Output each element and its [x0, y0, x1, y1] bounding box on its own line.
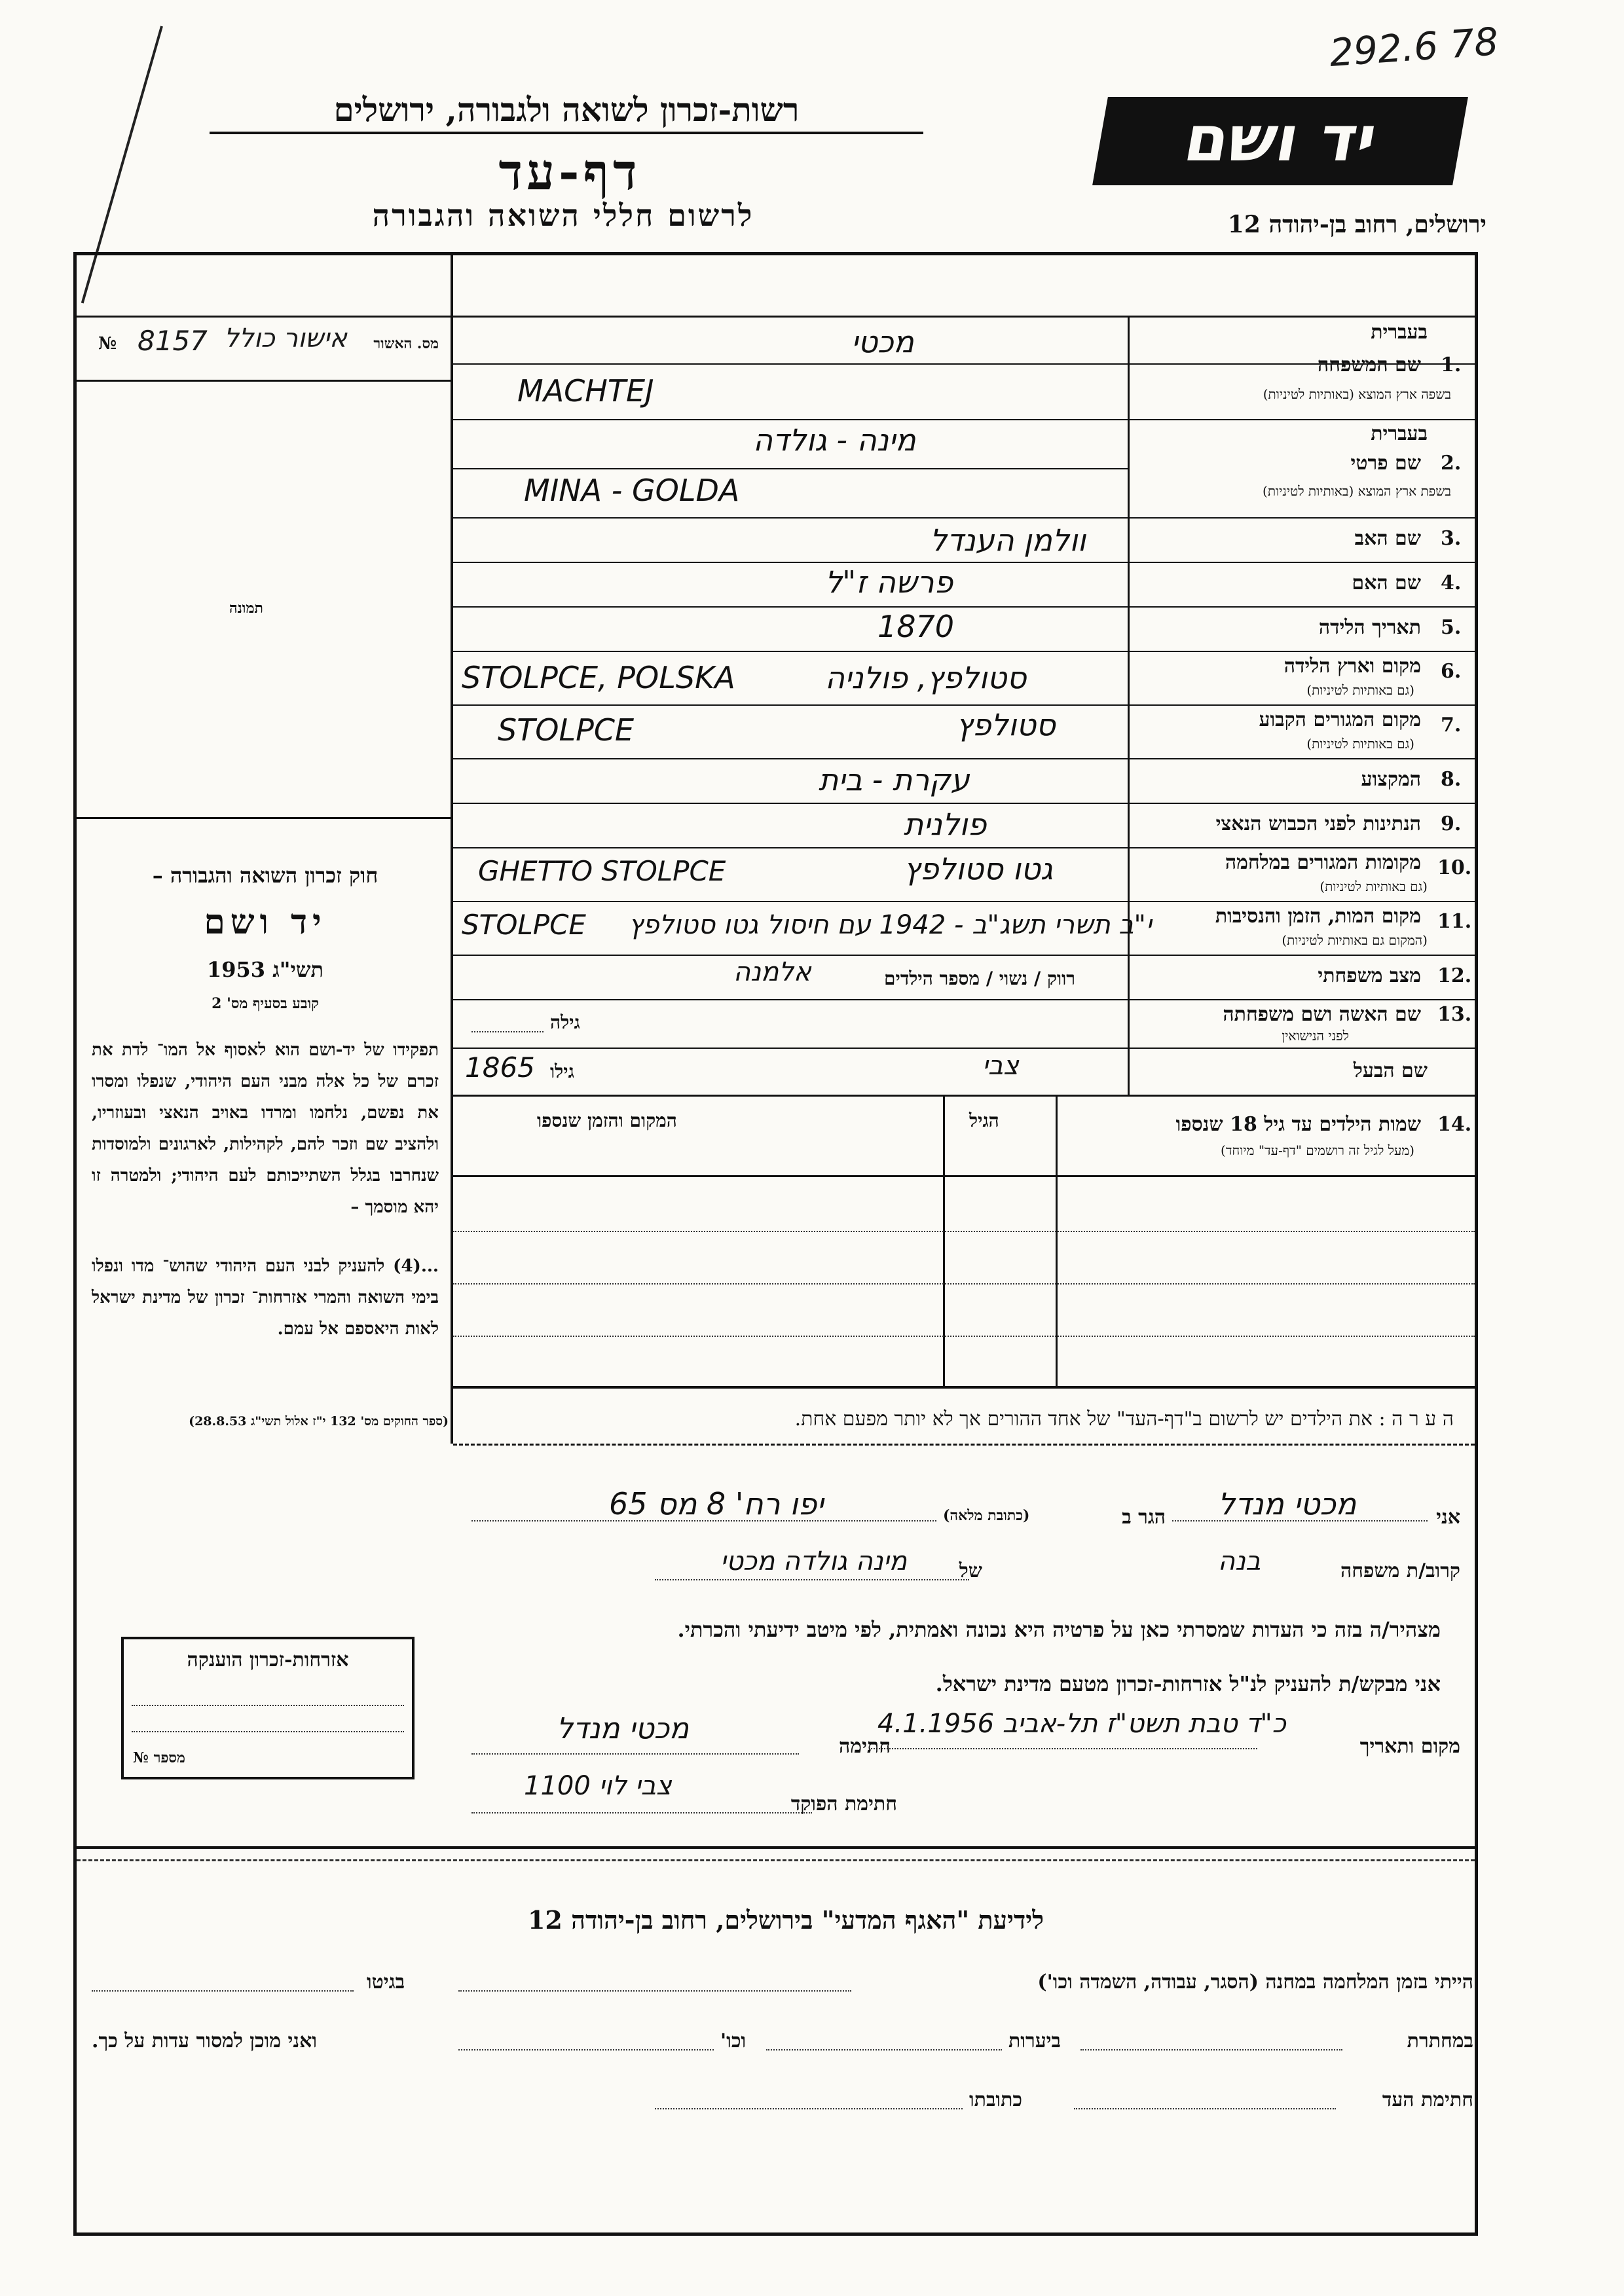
- decl-signature-value: מכטי מנדל: [557, 1712, 690, 1745]
- children-header-sep: [453, 1175, 1475, 1177]
- field6-value: סטולפץ, פולניה: [825, 660, 1027, 695]
- row-sep: [453, 955, 1475, 956]
- header-address: ירושלים, רחוב בן-יהודה 12: [1227, 211, 1486, 238]
- footer-line2-woods: ביערות: [1008, 2030, 1061, 2052]
- wife-age-label: גילה: [550, 1011, 580, 1033]
- children-row-3: [453, 1336, 1475, 1337]
- field11-value: י"ב תשרי תשג"ב - 1942 עם חיסול גטו סטולפץ: [629, 910, 1152, 940]
- field12-label: מצב משפחתי: [1318, 964, 1421, 987]
- row-sep: [453, 704, 1475, 706]
- note: ה ע ר ה : את הילדים יש לרשום ב"דף-העד" של אחד ההורים אך לא יותר מפעם אחת.: [794, 1408, 1454, 1430]
- declaration-bottom: [77, 1846, 1475, 1849]
- row-sep: [453, 803, 1475, 804]
- row-sep: [453, 468, 1128, 469]
- decl-of-line: [655, 1579, 969, 1580]
- decl-relation-value: בנה: [1218, 1546, 1261, 1576]
- photo-label: תמונה: [229, 600, 263, 617]
- field6-label: מקום וארץ הלידה: [1283, 655, 1421, 678]
- row-sep: [453, 419, 1475, 420]
- row-sep: [453, 999, 1475, 1000]
- field10-sub: (גם באותיות לטיניות): [1320, 879, 1428, 894]
- approval-divider: [77, 380, 451, 382]
- footer-sep: [77, 1859, 1475, 1861]
- photo-divider: [77, 817, 451, 819]
- children-age-col-left: [943, 1095, 945, 1386]
- decl-addr-value: יפו רח' 8 מס 65: [609, 1486, 824, 1522]
- field2-label: שם פרטי: [1350, 452, 1421, 475]
- field11-latin-value: STOLPCE: [462, 909, 586, 941]
- field4-num: 4.: [1441, 572, 1462, 594]
- field12-printed: רווק / נשוי / מספר הילדים: [884, 968, 1076, 989]
- row-sep: [453, 562, 1475, 563]
- decl-official-line: [471, 1812, 812, 1813]
- logo-text: יד ושם: [1179, 102, 1382, 175]
- law-year: תשי"ג 1953: [207, 957, 323, 982]
- field7-sub: (גם באותיות לטיניות): [1306, 736, 1414, 752]
- approval-number: 8157: [138, 325, 208, 357]
- decl-place-line: [871, 1748, 1257, 1749]
- husband-label: שם הבעל: [1353, 1059, 1428, 1082]
- field12-num: 12.: [1437, 964, 1472, 987]
- decl-place-date-label: מקום ותאריך: [1359, 1735, 1460, 1758]
- field3-value: וולמן הענדל: [930, 522, 1086, 558]
- decl-of-label: של: [959, 1559, 982, 1582]
- field1-latin-value: MACHTEJ: [517, 373, 654, 409]
- field13-num: 13.: [1437, 1003, 1472, 1026]
- decl-of-value: מינה גולדה מכטי: [720, 1546, 907, 1576]
- law-name: יד ושם: [204, 902, 327, 942]
- footer-line2-end: ואני מוכן למסור עדות על כך.: [92, 2030, 318, 2052]
- approval-label: מס. האשור: [373, 335, 439, 352]
- note-separator: [453, 1444, 1475, 1446]
- authority-title: רשות-זכרון לשואה ולגבורה, ירושלים: [210, 90, 923, 134]
- decl-request: אני מבקש/ת להעניק לנ"ל אזרחות-זכרון מטעם מדינת ישראל.: [935, 1671, 1441, 1696]
- archive-number: 292.6 78: [1327, 19, 1500, 75]
- field5-label: תאריך הלידה: [1318, 616, 1421, 639]
- children-col-place: המקום והזמן שנספו: [537, 1110, 677, 1131]
- frame-bottom: [73, 2232, 1478, 2236]
- law-section: קובע בסעיף מס' 2: [212, 995, 319, 1012]
- approval-row: [98, 323, 439, 367]
- law-text-2: ...(4) להעניק לבני העם היהודי שהוש־ מדו ונפלו בימי השואה והמרי אזרחות־ זכרון של מדינת ישראל לאות היאספם אל עמם.: [92, 1256, 439, 1339]
- field2-sub: בשפת ארץ המוצא (באותיות לטיניות): [1263, 483, 1451, 499]
- row-sep: [453, 901, 1475, 902]
- husband-age-value: 1865: [465, 1051, 535, 1084]
- field10-latin-value: GHETTO STOLPCE: [478, 855, 726, 887]
- decl-official-value: צבי לוי 1100: [524, 1771, 672, 1801]
- footer-woods-fill: [766, 2049, 1002, 2050]
- frame-top-inner: [73, 316, 1478, 318]
- row-sep: [453, 758, 1475, 759]
- doc-title: דף-עד: [498, 143, 641, 201]
- children-bottom: [453, 1386, 1475, 1389]
- doc-subtitle: לרשום חללי השואה והגבורה: [372, 198, 754, 233]
- footer-line1-ghetto: בגיטו: [367, 1971, 405, 1994]
- children-title: שמות הילדים עד גיל 18 שנספו: [1175, 1113, 1421, 1136]
- field11-num: 11.: [1437, 910, 1472, 933]
- footer-line3-addr: כתובתו: [969, 2088, 1023, 2111]
- frame-top: [73, 252, 1478, 255]
- children-row-2: [453, 1283, 1475, 1285]
- field2-latin-value: MINA - GOLDA: [524, 473, 740, 508]
- footer-forest-fill: [1080, 2049, 1342, 2050]
- frame-right: [1475, 252, 1478, 2236]
- wife-age-line: [471, 1031, 544, 1032]
- field1-lang-label: בעברית: [1371, 321, 1428, 344]
- children-num: 14.: [1437, 1113, 1472, 1136]
- field7-num: 7.: [1441, 714, 1462, 737]
- husband-value: צבי: [982, 1051, 1019, 1081]
- field6-num: 6.: [1441, 660, 1462, 683]
- no-symbol: №: [98, 334, 117, 354]
- decl-signature-line: [471, 1753, 799, 1755]
- decl-statement: מצהיר/ה בזה כי העדות שמסרתי כאן על פרטיה היא נכונה ואמתית, לפי מיטב ידיעתי והכרתי.: [677, 1617, 1441, 1642]
- footer-etc-fill: [458, 2049, 714, 2050]
- law-title: חוק זכרון השואה והגבורה –: [152, 863, 378, 888]
- decl-name-value: מכטי מנדל: [1218, 1486, 1357, 1522]
- citizenship-box: [121, 1637, 415, 1779]
- decl-addr-line: [471, 1520, 936, 1522]
- field9-num: 9.: [1441, 812, 1462, 835]
- field6-latin-value: STOLPCE, POLSKA: [462, 660, 735, 695]
- field4-label: שם האם: [1352, 572, 1421, 594]
- field3-num: 3.: [1441, 527, 1462, 550]
- decl-relative-label: קרוב/ת משפחה: [1340, 1559, 1460, 1582]
- field8-label: המקצוע: [1361, 768, 1421, 791]
- field1-num: 1.: [1441, 354, 1462, 376]
- row-sep: [453, 517, 1475, 519]
- field2-num: 2.: [1441, 452, 1462, 475]
- field10-value: גטו סטולפץ: [904, 851, 1053, 886]
- citizenship-box-number: מספר №: [133, 1749, 185, 1766]
- field13-sub: לפני הנישואין: [1282, 1028, 1349, 1044]
- field6-sub: (גם באותיות לטיניות): [1306, 682, 1414, 698]
- decl-i-label: אני: [1436, 1506, 1460, 1529]
- field1-hebrew-value: מכטי: [851, 324, 914, 359]
- law-text-1: תפקידו של יד-ושם הוא לאסוף אל המו־ לדת את זכרם של כל אלה מבני העם היהודי, שנפלו ומסרו את נפשם, נלחמו ומרדו באויב הנאצי ובעוזריו, ולהציב שם וזכר להם, לקהילות, לארגונים ולמוסדות שנחרבו בגלל השתייכותם לעם היהודי; ולמטרה זו יהא מוסמך –: [92, 1040, 439, 1217]
- field4-value: פרשה ז"ל: [825, 564, 953, 600]
- field1-sub: בשפה ארץ המוצא (באותיות לטיניות): [1263, 386, 1451, 402]
- field9-value: פולנית: [904, 807, 987, 842]
- footer-line2-forest: במחתרת: [1407, 2030, 1473, 2052]
- field7-latin-value: STOLPCE: [498, 712, 635, 748]
- decl-addr-label: (כתובת מלאה): [943, 1507, 1030, 1524]
- citizenship-box-title: אזרחות-זכרון הוענקה: [187, 1649, 349, 1671]
- field13-label: שם האשה ושם משפחתה: [1223, 1003, 1421, 1026]
- row-sep: [453, 651, 1475, 652]
- row-sep: [453, 606, 1475, 608]
- field7-value: סטולפץ: [956, 707, 1056, 742]
- field11-label: מקום המות, הזמן והנסיבות: [1215, 905, 1421, 928]
- children-age-col-right: [1056, 1095, 1058, 1386]
- field7-label: מקום המגורים הקבוע: [1259, 708, 1421, 731]
- field5-num: 5.: [1441, 616, 1462, 639]
- footer-line3-sig: חתימת העד: [1382, 2088, 1473, 2111]
- row-sep: [453, 1095, 1475, 1097]
- footer-line1-label: הייתי בזמן המלחמה במחנה (הסגר, עבודה, השמדה וכו'): [1037, 1971, 1473, 1994]
- decl-residing-label: הגר ב: [1122, 1506, 1166, 1529]
- field8-num: 8.: [1441, 768, 1462, 791]
- field10-num: 10.: [1437, 856, 1472, 879]
- decl-place-date-value: כ"ד טבת תשט"ז תל-אביב 4.1.1956: [877, 1709, 1286, 1739]
- decl-official-label: חתימת הפוקד: [790, 1793, 897, 1815]
- pen-stroke: [81, 26, 163, 303]
- field10-label: מקומות המגורים במלחמה: [1225, 851, 1421, 874]
- children-col-age: הגיל: [969, 1110, 999, 1131]
- field9-label: הנתינות לפני הכבוש הנאצי: [1215, 812, 1421, 835]
- field2-lang-label: בעברית: [1371, 422, 1428, 445]
- children-sub: (מעל לגיל זה רושמים "דף-עד" מיוחד): [1221, 1142, 1414, 1158]
- field11-sub: (המקום גם באותיות לטיניות): [1282, 932, 1428, 948]
- field12-hand-value: אלמנה: [733, 957, 811, 987]
- frame-left: [73, 252, 77, 2236]
- husband-age-label: גילו: [550, 1061, 574, 1082]
- yad-vashem-logo: [1092, 97, 1468, 185]
- field2-hebrew-value: מינה - גולדה: [753, 422, 916, 458]
- row-sep: [453, 1048, 1475, 1049]
- footer-addr-fill: [655, 2108, 963, 2109]
- field1-label: שם המשפחה: [1317, 354, 1421, 376]
- footer-line1-end: [92, 1990, 354, 1992]
- field5-value: 1870: [877, 609, 955, 644]
- footer-title: לידיעת "האגף המדעי" בירושלים, רחוב בן-יהודה 12: [527, 1905, 1044, 1935]
- footer-line1-fill: [458, 1990, 851, 1992]
- law-source: (ספר החוקים מס' 132 י"ז אלול תשי"ג 28.8.53): [189, 1414, 449, 1429]
- footer-line2-etc: וכו': [720, 2030, 747, 2052]
- decl-name-line: [1172, 1520, 1428, 1522]
- decl-signature-label: חתימה: [839, 1735, 891, 1758]
- approval-hand: אישור כולל: [224, 323, 347, 354]
- children-row-1: [453, 1231, 1475, 1232]
- footer-sig-fill: [1074, 2108, 1336, 2109]
- field3-label: שם האב: [1354, 527, 1421, 550]
- row-sep: [453, 847, 1475, 848]
- field8-value: עקרת - בית: [819, 762, 970, 797]
